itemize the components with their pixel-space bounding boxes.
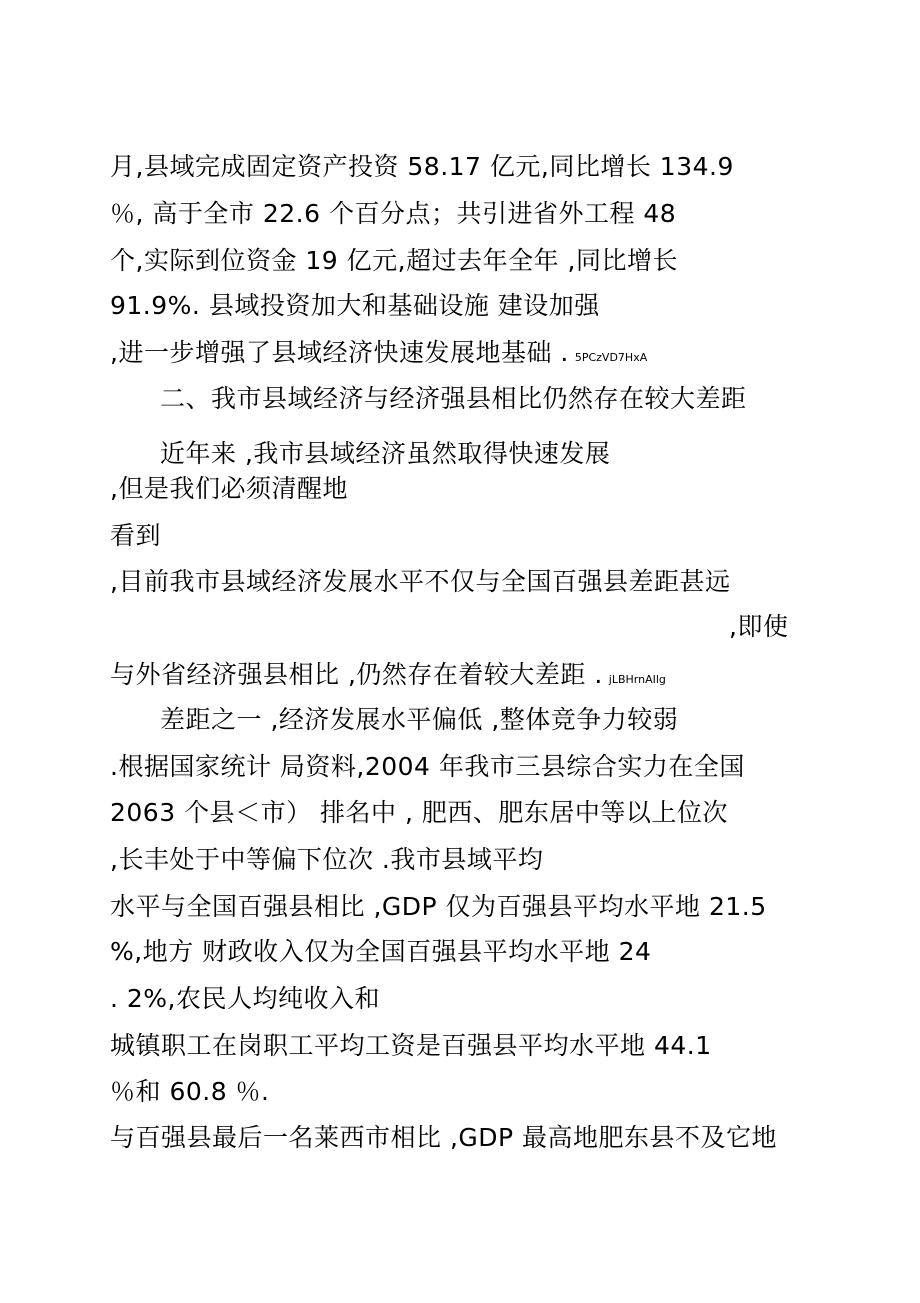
text-line: 月,县域完成固定资产投资 58.17 亿元,同比增长 134.9: [110, 152, 734, 181]
text-line: 个,实际到位资金 19 亿元,超过去年全年 ,同比增长: [110, 246, 678, 275]
section-heading: 二、我市县域经济与经济强县相比仍然存在较大差距: [160, 384, 747, 413]
text-line: ,进一步增强了县域经济快速发展地基础 .: [110, 338, 569, 367]
text-line: 差距之一 ,经济发展水平偏低 ,整体竞争力较弱: [160, 705, 679, 734]
text-line: ,但是我们必须清醒地: [110, 474, 348, 503]
text-line: 2063 个县＜市） 排名中 , 肥西、肥东居中等以上位次: [110, 798, 728, 827]
text-line: 看到: [110, 521, 162, 550]
text-line: ,目前我市县域经济发展水平不仅与全国百强县差距甚远: [110, 567, 731, 596]
text-line: 91.9%. 县域投资加大和基础设施 建设加强: [110, 291, 600, 320]
text-line-with-code: [110, 660, 666, 695]
text-line: ,长丰处于中等偏下位次 .我市县域平均: [110, 845, 544, 874]
text-line: 近年来 ,我市县域经济虽然取得快速发展: [160, 439, 611, 468]
text-line: 与百强县最后一名莱西市相比 ,GDP 最高地肥东县不及它地: [110, 1123, 778, 1152]
hidden-code-text: jLBHrnAIlg: [608, 673, 666, 686]
text-line: %,地方 财政收入仅为全国百强县平均水平地 24: [110, 937, 652, 966]
hidden-code-text: 5PCzVD7HxA: [574, 351, 648, 364]
text-line: 城镇职工在岗职工平均工资是百强县平均水平地 44.1: [110, 1031, 712, 1060]
text-line: 水平与全国百强县相比 ,GDP 仅为百强县平均水平地 21.5: [110, 892, 767, 921]
text-line: 与外省经济强县相比 ,仍然存在着较大差距 .: [110, 660, 603, 689]
text-line: ,即使: [729, 612, 789, 641]
text-line: ％和 60.8 ％.: [110, 1077, 270, 1106]
text-line: . 2%,农民人均纯收入和: [110, 984, 381, 1013]
text-line: .根据国家统计 局资料,2004 年我市三县综合实力在全国: [110, 752, 745, 781]
text-line-with-code: [110, 338, 647, 373]
text-line: ％, 高于全市 22.6 个百分点；共引进省外工程 48: [110, 199, 677, 228]
